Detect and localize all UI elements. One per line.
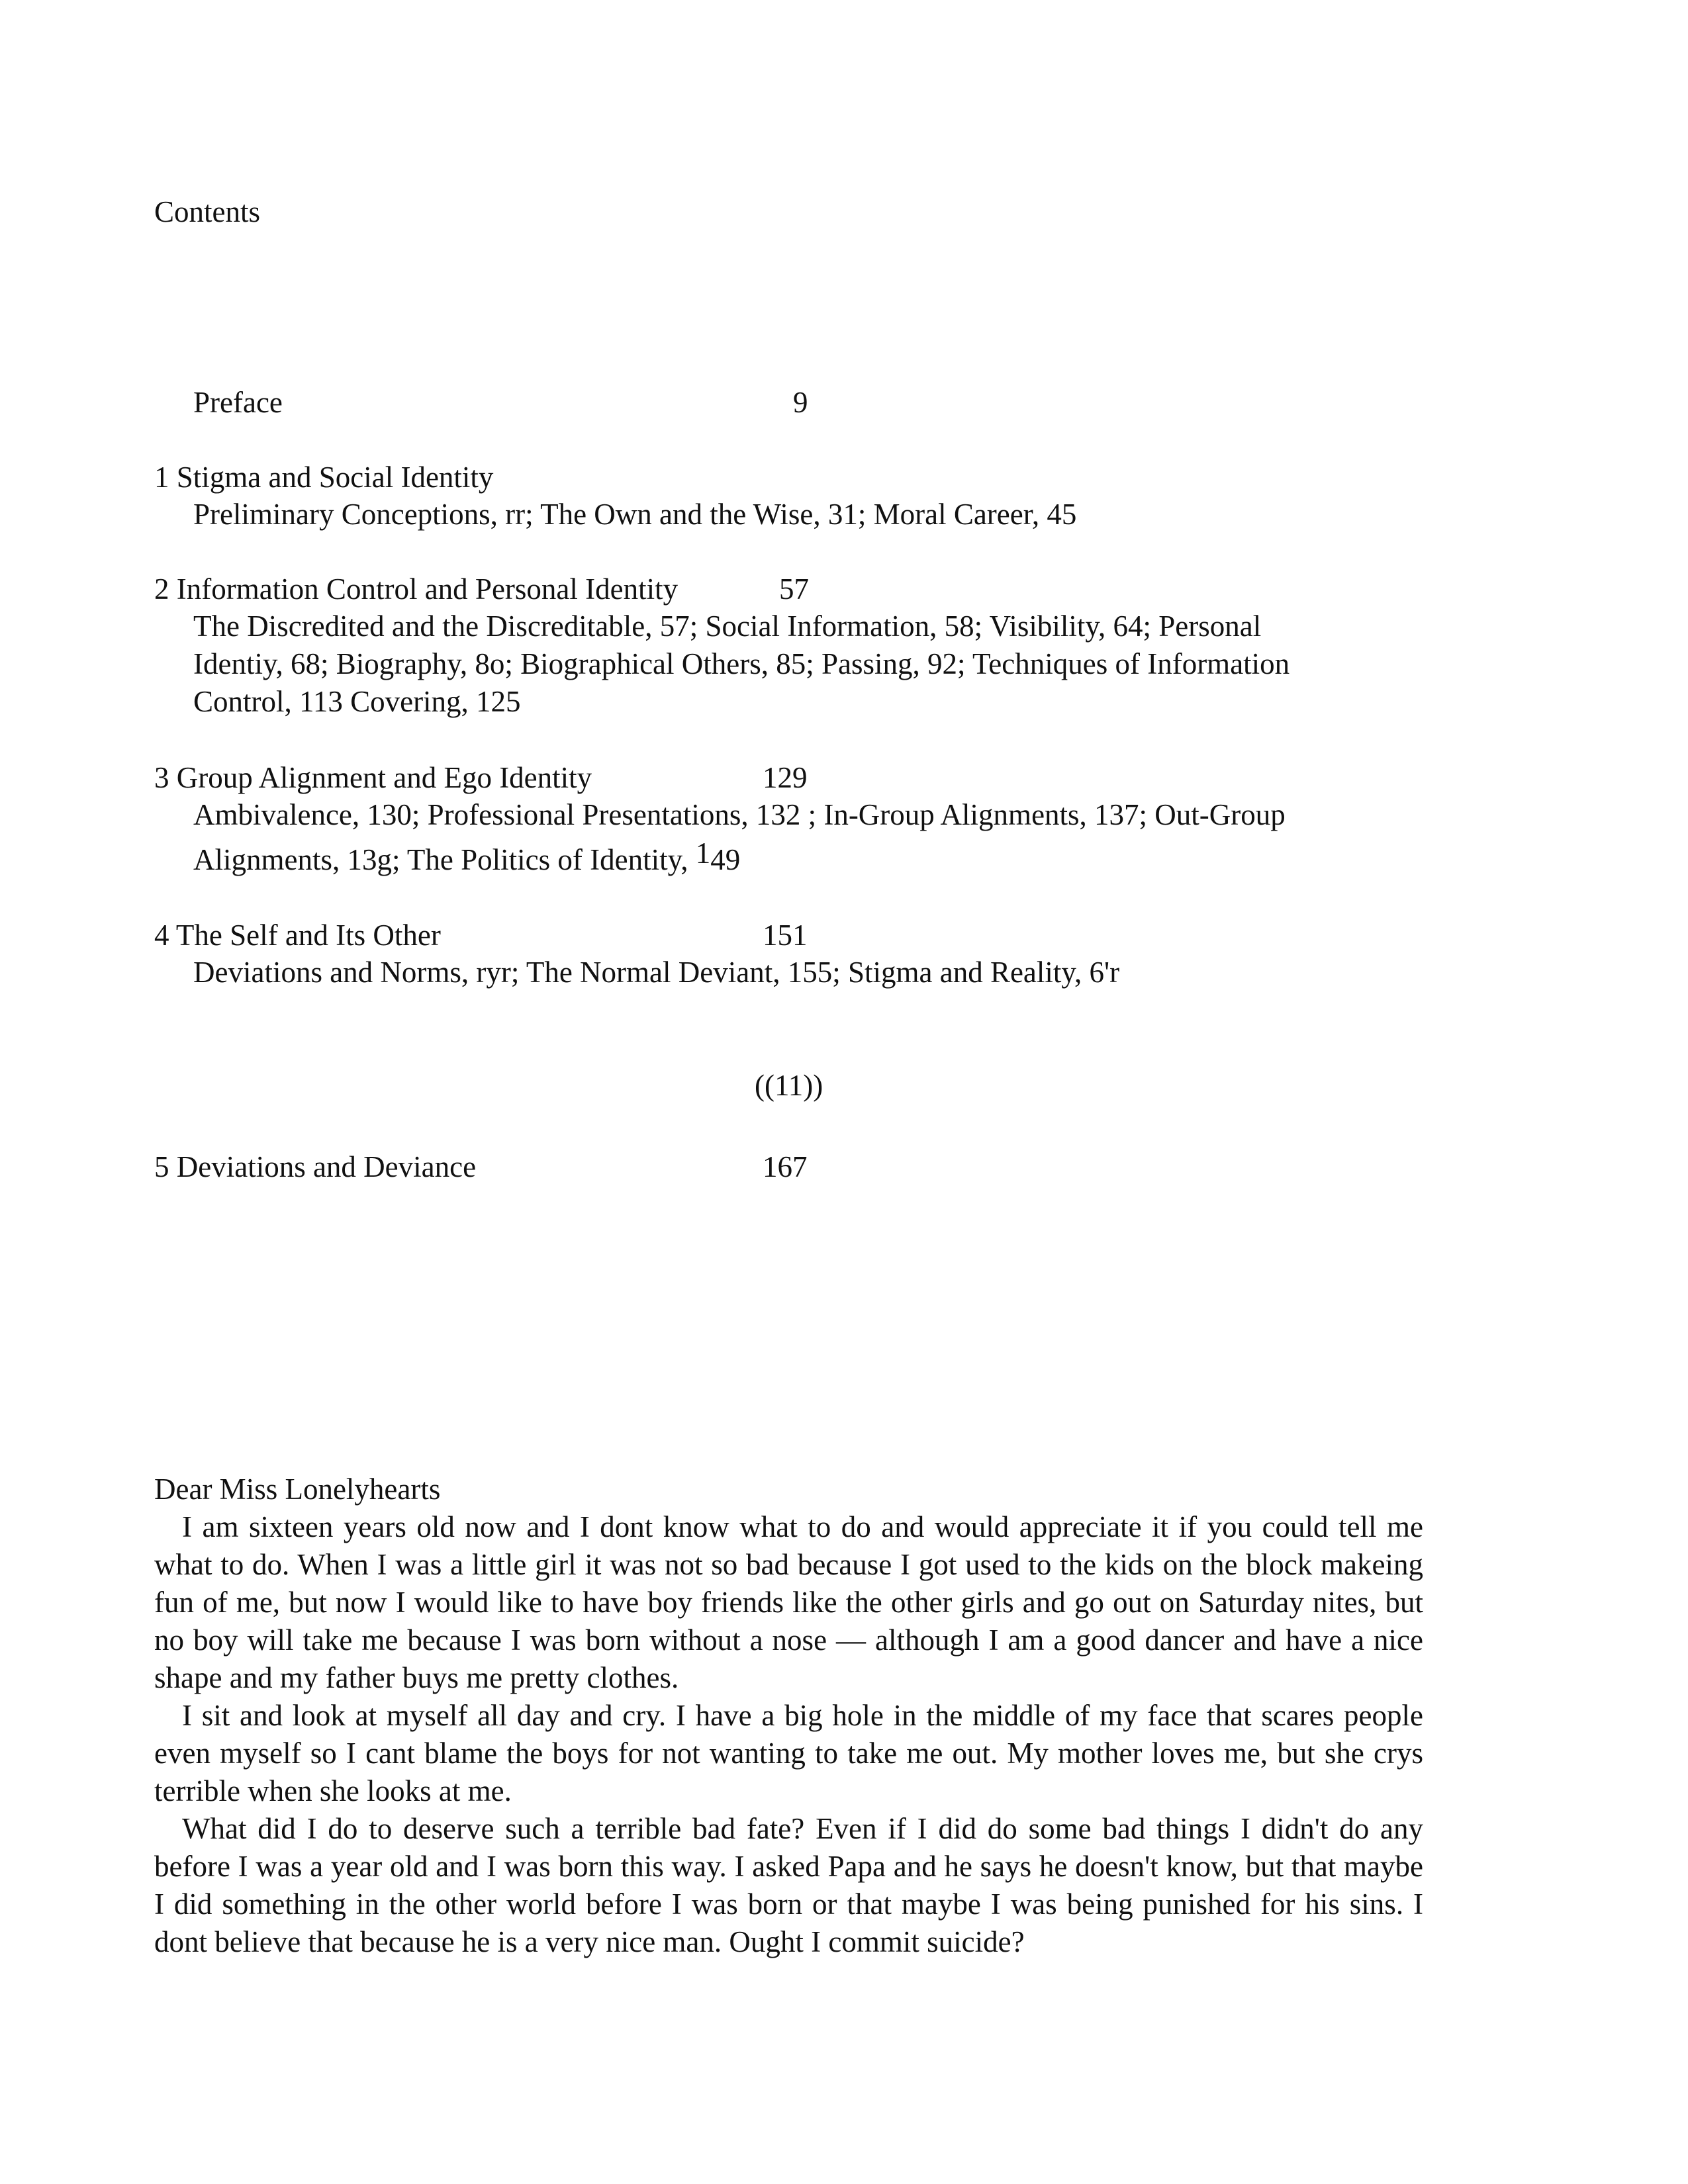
letter-paragraph-1: I am sixteen years old now and I dont know what to do and would appreciate it if you could tell me what to do. When I was a little girl it was not so bad because I got used to the kids on the block makeing fun of me, but now I would like to have boy friends like the other girls and go out on Saturday nites, but no boy will take me because I was born without a nose — although I am a good dancer and have a nice shape and my father buys me pretty clothes. [154,1510,1423,1694]
toc-preface-page: 9 [793,386,808,419]
toc-chapter-3-sections-line-2 [193,837,741,879]
toc-chapter-2-sections-line-1: The Discredited and the Discreditable, 57; Social Information, 58; Visibility, 64; Personal [193,610,1262,643]
page-title: Contents [154,195,261,228]
toc-chapter-1-sections: Preliminary Conceptions, rr; The Own and the Wise, 31; Moral Career, 45 [193,498,1077,531]
toc-chapter-2-page: 57 [779,572,809,606]
toc-chapter-4-title: 4 The Self and Its Other [154,919,441,952]
toc-chapter-3-sections-line-1: Ambivalence, 130; Professional Presentations, 132 ; In-Group Alignments, 137; Out-Group [193,798,1286,831]
toc-page-suffix: 49 [710,843,741,876]
toc-chapter-4-sections: Deviations and Norms, ryr; The Normal Deviant, 155; Stigma and Reality, 6'r [193,956,1120,989]
toc-chapter-3-title: 3 Group Alignment and Ego Identity [154,761,592,794]
letter-paragraph-2: I sit and look at myself all day and cry. I have a big hole in the middle of my face that scares people even myself so I cant blame the boys for not wanting to take me out. My mother loves me, but she crys terrible when she looks at me. [154,1699,1423,1807]
toc-chapter-2-title: 2 Information Control and Personal Identity [154,572,679,606]
letter-block [154,1471,1423,1961]
letter-paragraph-3: What did I do to deserve such a terrible bad fate? Even if I did do some bad things I didn't do any before I was a year old and I was born this way. I asked Papa and he says he doesn't know, but that maybe I did something in the other world before I was born or that maybe I was being punished for his sins. I dont believe that because he is a very nice man. Ought I commit suicide? [154,1812,1423,1958]
page-number-marker: ((11)) [755,1069,823,1102]
toc-chapter-3-sections-line-2-text: Alignments, 13g; The Politics of Identity, [193,843,696,876]
toc-chapter-5-page: 167 [763,1150,808,1183]
toc-chapter-4-page: 151 [763,919,808,952]
toc-preface-label: Preface [193,386,283,419]
toc-chapter-1-title: 1 Stigma and Social Identity [154,461,494,494]
letter-salutation: Dear Miss Lonelyhearts [154,1473,441,1506]
toc-chapter-2-sections-line-3: Control, 113 Covering, 125 [193,685,521,718]
toc-chapter-3-page: 129 [763,761,808,794]
toc-chapter-2-sections-line-2: Identiy, 68; Biography, 8o; Biographical Others, 85; Passing, 92; Techniques of Information [193,647,1290,680]
toc-chapter-5-title: 5 Deviations and Deviance [154,1150,477,1183]
toc-raised-digit: 1 [695,837,711,870]
